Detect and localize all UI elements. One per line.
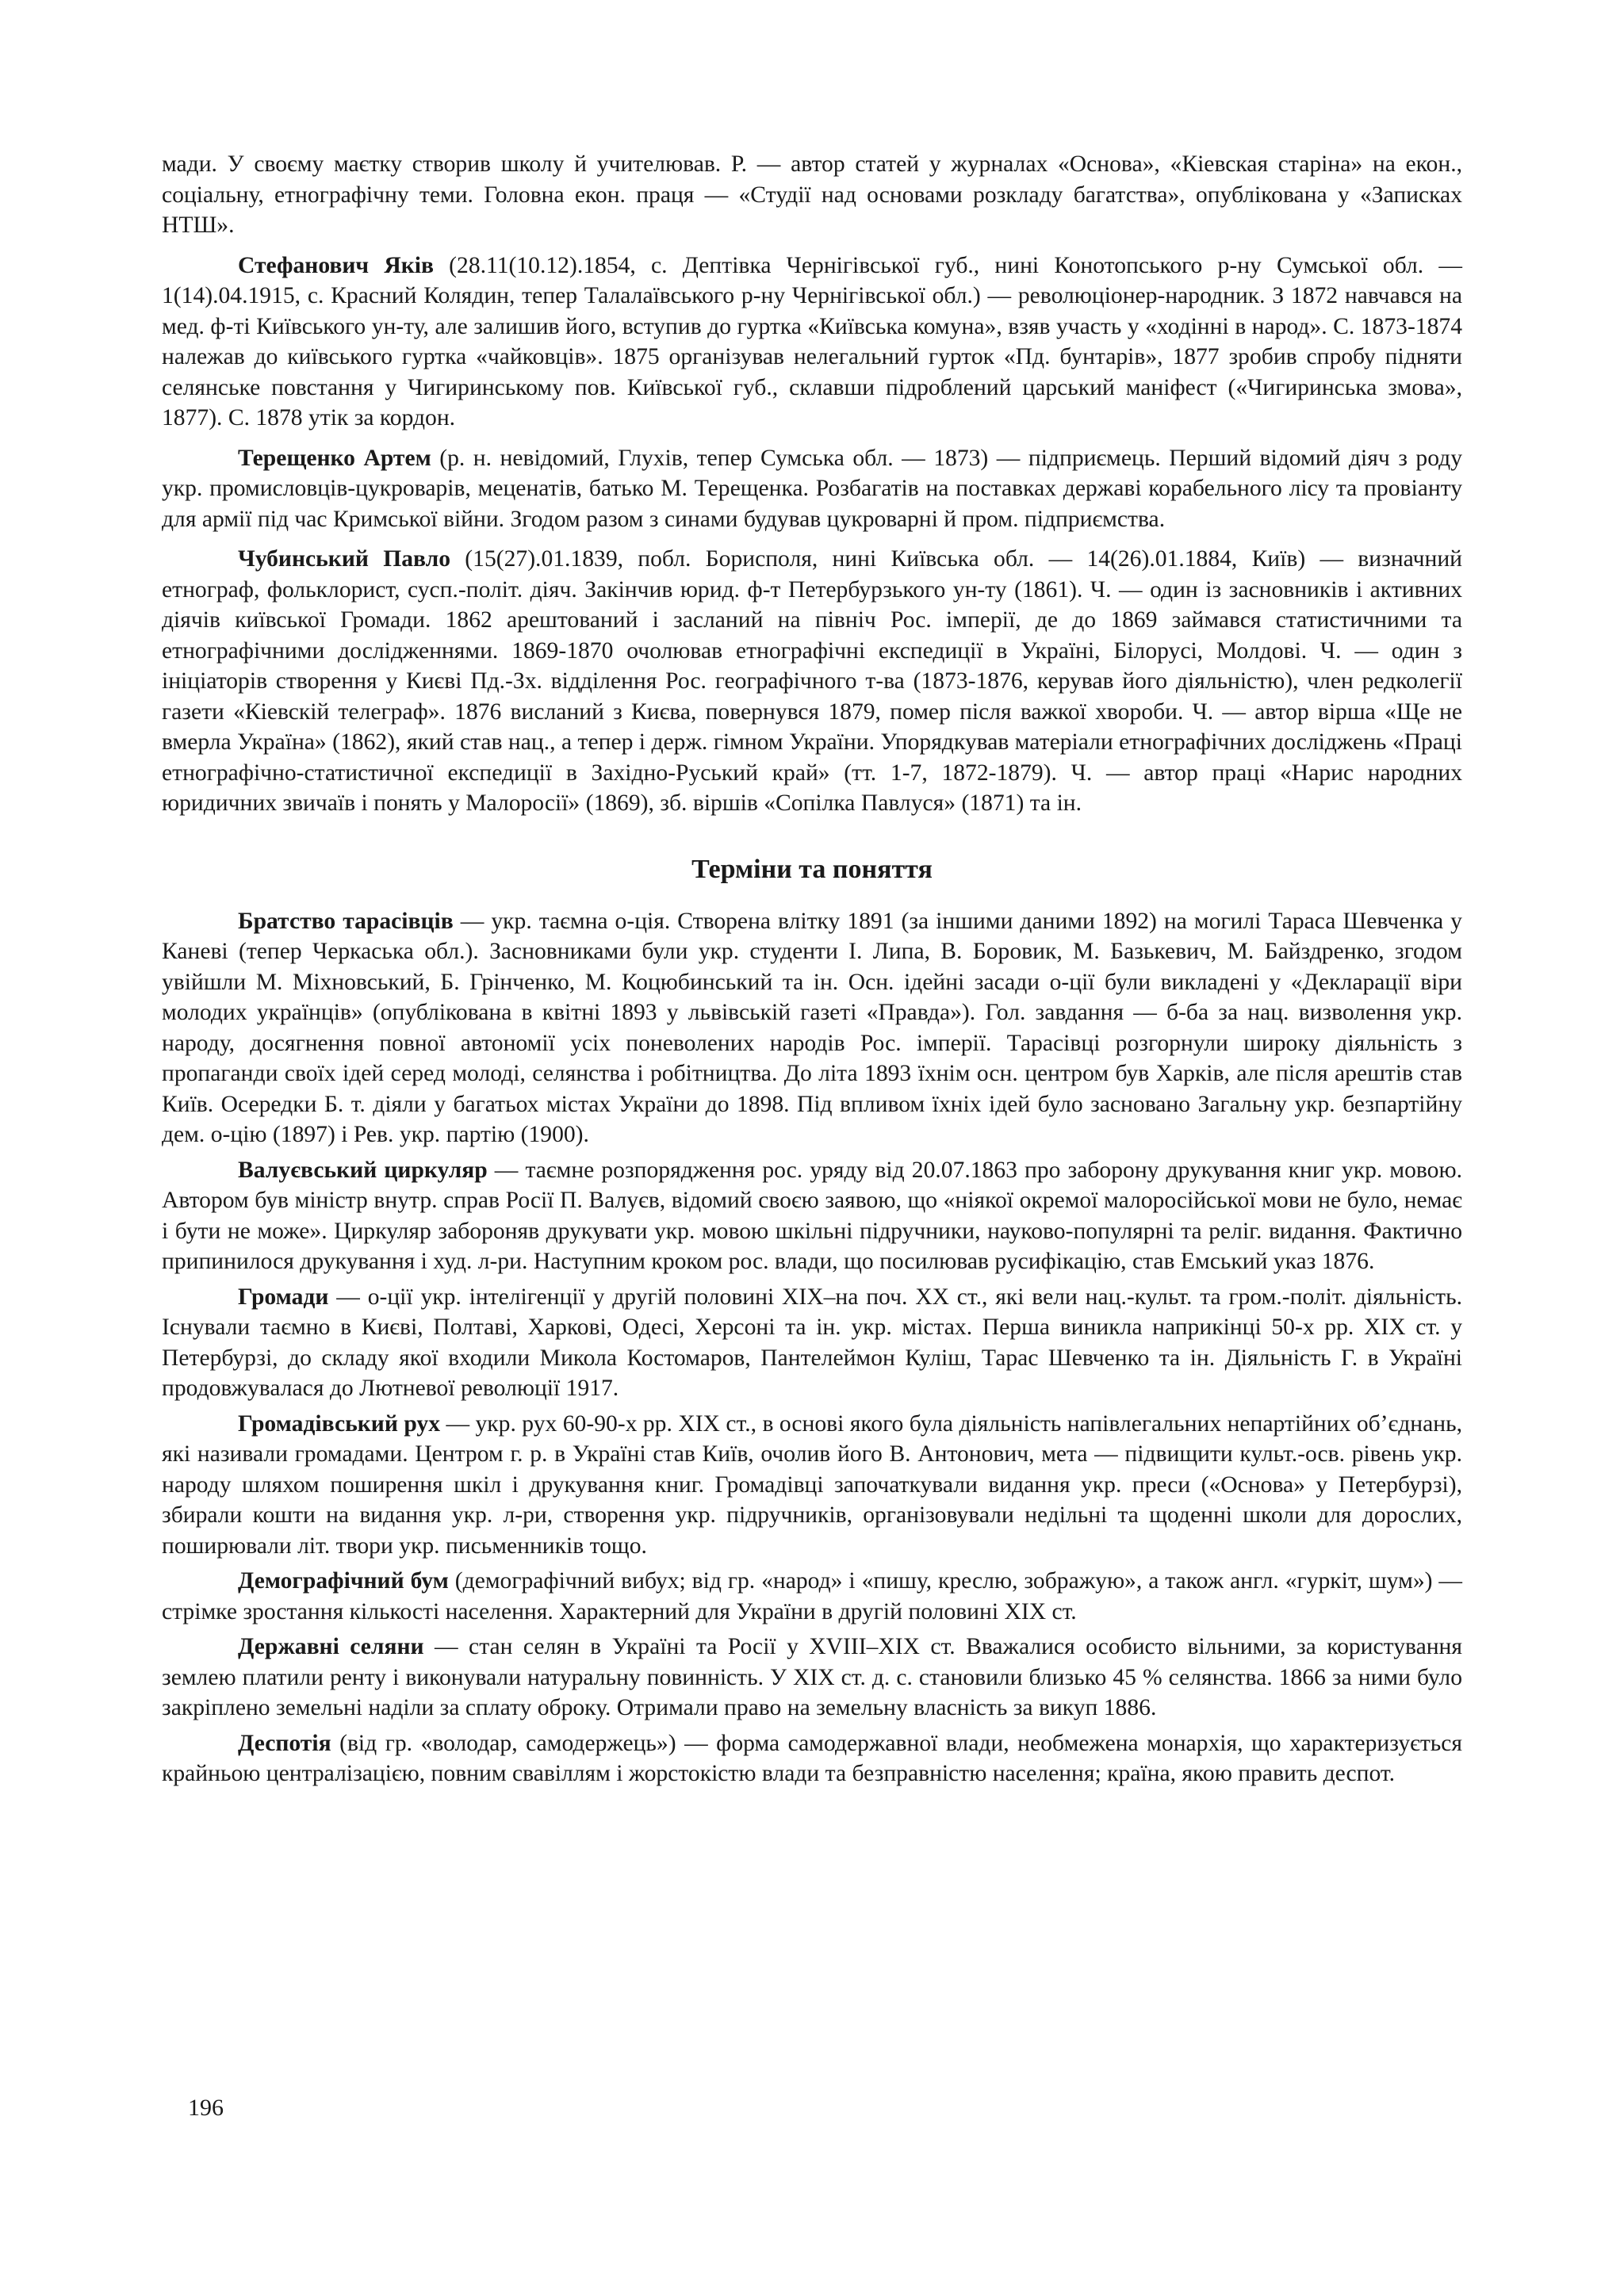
term-entry-derzhavni-selyany (162, 1632, 1462, 1724)
term-entry-hromadivskyi-rukh (162, 1409, 1462, 1562)
page-body (162, 149, 1462, 1789)
term-text: — укр. рух 60-90-х рр. XIX ст., в основі якого була діяльність напівлегальних непартійних об’єднань, які називали громадами. Центром г. р. в Україні став Київ, очолив його В. Антонович, мета — підвищити культ.-осв. рівень укр. народу шляхом поширення шкіл і друкування книг. Громадівці започаткували видання укр. преси («Основа» у Петербурзі), збирали кошти на видання укр. л-ри, створення укр. підручників, організовували недільні та щоденні школи для дорослих, поширювали літ. твори укр. письменників тощо. (162, 1410, 1462, 1559)
term-text: — стан селян в Україні та Росії у XVIII–XIX ст. Вважалися особисто вільними, за користування землею платили ренту і виконували натуральну повинність. У XIX ст. д. с. становили близько 45 % селянства. 1866 за ними було закріплено земельні наділи за сплату оброку. Отримали право на земельну власність за викуп 1886. (162, 1634, 1462, 1720)
term-text: (від гр. «володар, самодержець») — форма самодержавної влади, необмежена монархія, що характеризується крайньою централізацією, повним свавіллям і жорстокістю влади та безправністю населення; країна, якою править деспот. (162, 1730, 1462, 1786)
term-name: Демографічний бум (238, 1568, 449, 1594)
term-entry-despotiia (162, 1728, 1462, 1789)
term-name: Братство тарасівців (238, 908, 454, 934)
biography-entry-stefanovych (162, 251, 1462, 434)
entry-text: (р. н. невідомий, Глухів, тепер Сумська обл. — 1873) — підприємець. Перший відомий діяч з роду укр. промисловців-цукроварів, меценатів, батько М. Терещенка. Розбагатів на поставках державі корабельного лісу та провіанту для армії під час Кримської війни. Згодом разом з синами будував цукроварні й пром. підприємства. (162, 445, 1462, 532)
term-text: (демографічний вибух; від гр. «народ» і «пишу, креслю, зображую», а також англ. «гуркіт, шум») — стрімке зростання кількості населення. Характерний для України в другій половині XIX ст. (162, 1568, 1463, 1624)
entry-name: Чубинський Павло (238, 546, 451, 572)
entry-name: Терещенко Артем (238, 445, 431, 471)
biography-entry-chubynskyi (162, 544, 1462, 819)
term-name: Деспотія (238, 1730, 331, 1756)
term-entry-bratstvo (162, 906, 1462, 1150)
entry-text: (28.11(10.12).1854, с. Дептівка Чернігівської губ., нині Конотопського р-ну Сумської обл. — 1(14).04.1915, с. Красний Колядин, тепер Талалаївського р-ну Чернігівської обл.) — революціонер-народник. З 1872 навчався на мед. ф-ті Київського ун-ту, але залишив його, вступив до гуртка «Київська комуна», взяв участь у «ходінні в народ». С. 1873-1874 належав до київського гуртка «чайковців». 1875 організував нелегальний гурток «Пд. бунтарів», 1877 зробив спробу підняти селянське повстання у Чигиринському пов. Київської губ., склавши підроблений царський маніфест («Чигиринська змова», 1877). С. 1878 утік за кордон. (162, 252, 1462, 430)
term-name: Громадівський рух (238, 1410, 440, 1437)
entry-name: Стефанович Яків (238, 252, 434, 278)
term-entry-demohrafichnyi-bum (162, 1566, 1462, 1627)
term-name: Громади (238, 1284, 329, 1310)
section-title: Терміни та поняття (691, 854, 933, 884)
term-name: Державні селяни (238, 1634, 424, 1659)
continuation-paragraph: мади. У своєму маєтку створив школу й учителював. Р. — автор статей у журналах «Основа», «Кіевская старіна» на екон., соціальну, етнографічну теми. Головна екон. праця — «Студії над основами розкладу багатства», опублікована у «Записках НТШ». (162, 151, 1462, 238)
entry-text: (15(27).01.1839, побл. Борисполя, нині Київська обл. — 14(26).01.1884, Київ) — визначний етнограф, фольклорист, сусп.-політ. діяч. Закінчив юрид. ф-т Петербурзького ун-ту (1861). Ч. — один із засновників і активних діячів київської Громади. 1862 арештований і засланий на північ Рос. імперії, де до 1869 займався статистичними та етнографічними дослідженнями. 1869-1870 очолював етнографічні експедиції в Україні, Білорусі, Молдові. Ч. — один з ініціаторів створення у Києві Пд.-Зх. відділення Рос. географічного т-ва (1873-1876, керував його діяльністю), член редколегії газети «Кіевскій телеграф». 1876 висланий з Києва, повернувся 1879, помер після важкої хвороби. Ч. — автор вірша «Ще не вмерла Україна» (1862), який став нац., а тепер і держ. гімном України. Упорядкував матеріали етнографічних досліджень «Праці етнографічно-статистичної експедиції в Західно-Руський край» (тт. 1-7, 1872-1879). Ч. — автор праці «Нарис народних юридичних звичаїв і понять у Малоросії» (1869), зб. віршів «Сопілка Павлуся» (1871) та ін. (162, 546, 1462, 816)
term-text: — таємне розпорядження рос. уряду від 20.07.1863 про заборону друкування книг укр. мовою. Автором був міністр внутр. справ Росії П. Валуєв, відомий своєю заявою, що «ніякої окремої малоросійської мови не було, немає і бути не може». Циркуляр забороняв друкувати укр. мовою шкільні підручники, науково-популярні та реліг. видання. Фактично припинилося друкування і худ. л-ри. Наступним кроком рос. влади, що посилював русифікацію, став Емський указ 1876. (162, 1157, 1462, 1274)
term-text: — о-ції укр. інтелігенції у другій половині XIX–на поч. XX ст., які вели нац.-культ. та гром.-політ. діяльність. Існували таємно в Києві, Полтаві, Харкові, Одесі, Херсоні та ін. укр. містах. Перша виникла наприкінці 50-х рр. XIX ст. у Петербурзі, до складу якої входили Микола Костомаров, Пантелеймон Куліш, Тарас Шевченко та ін. Діяльність Г. в Україні продовжувалася до Лютневої революції 1917. (162, 1284, 1462, 1401)
term-entry-hromady (162, 1282, 1462, 1404)
biography-entry-tereshchenko (162, 443, 1462, 535)
term-text: — укр. таємна о-ція. Створена влітку 1891 (за іншими даними 1892) на могилі Тараса Шевченка у Каневі (тепер Черкаська обл.). Засновниками були укр. студенти І. Липа, В. Боровик, М. Базькевич, М. Байздренко, згодом увійшли М. Міхновський, Б. Грінченко, М. Коцюбинський та ін. Осн. ідейні засади о-ції були викладені у «Декларації віри молодих українців» (опублікована в квітні 1893 у львівській газеті «Правда»). Гол. завдання — б-ба за нац. визволення укр. народу, досягнення повної автономії усіх поневолених народів Рос. імперії. Тарасівці розгорнули широку діяльність з пропаганди своїх ідей серед молоді, селянства і робітництва. До літа 1893 їхнім осн. центром був Харків, але після арештів став Київ. Осередки Б. т. діяли у багатьох містах України до 1898. Під впливом їхніх ідей було засновано Загальну укр. безпартійну дем. о-цію (1897) і Рев. укр. партію (1900). (162, 908, 1462, 1147)
term-entry-valuievskyi (162, 1155, 1462, 1277)
page-number: 196 (188, 2095, 224, 2121)
term-name: Валуєвський циркуляр (238, 1157, 488, 1183)
